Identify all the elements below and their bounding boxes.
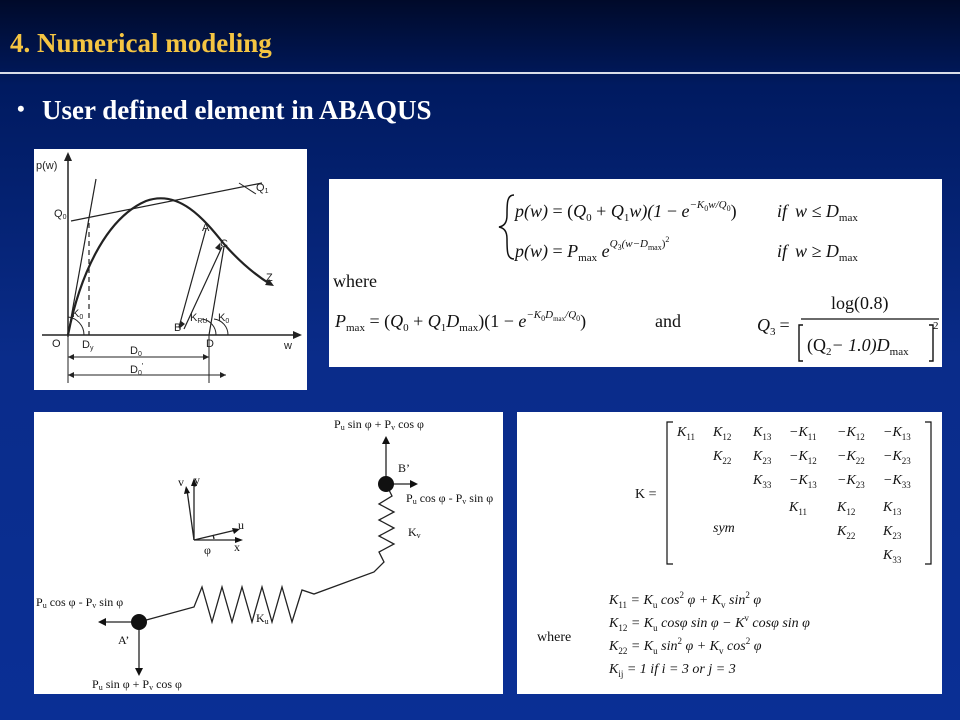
matrix-entry: $-K_{13}$ [789,473,817,490]
spring-element-figure [34,412,503,694]
equations-figure [329,179,942,367]
origin-label: O [52,338,61,350]
eq-q3-square: 2 [933,320,939,332]
point-c-label: C [220,238,228,250]
point-b-label: B [174,322,182,334]
matrix-entry: $K_{33}$ [753,473,772,490]
ku-label: Ku [256,611,269,626]
a-left-force-label: Pu cos φ - Pv sin φ [36,595,124,610]
point-a-label: A [202,222,210,234]
x-axis-label: x [234,540,240,554]
bullet-text: User defined element in ABAQUS [42,95,432,125]
stiffness-matrix-figure [517,412,942,694]
dy-label: Dy [82,339,94,352]
u-axis [194,530,236,540]
eq-row-1: p(w) = ($Q_0$ + $Q_1w)(1$ − $e^{-K}0w/Q0$) [515,199,737,224]
phi-arc [213,535,214,539]
point-z-label: Z [266,272,273,284]
u-axis-label: u [238,518,244,532]
arrow-icon [98,618,106,626]
matrix-entry: $-K_{11}$ [789,425,817,442]
cases-brace [499,195,514,259]
v-axis [187,490,194,540]
arrow-icon [135,668,143,676]
v-axis-label: v [178,475,184,489]
node-b-label: B’ [398,461,410,475]
arrow-icon [184,486,190,494]
bullet-item [17,95,432,126]
eq-row-2-condition: if $w \ge D_{max}$ [777,241,858,264]
stiffness-definition: $K_{11} = K_u$ $\cos^2 \varphi + K_v$ $\sin^2 \varphi$ [609,590,762,610]
kv-label: Kv [408,525,421,540]
stiffness-definition: $K_{ij} = 1$ if i = 3 or j = 3 [609,662,736,679]
stiffness-definition: $K_{22} = K_u$ $\sin^2 \varphi + K_v$ $\cos^2 \varphi$ [609,636,762,656]
matrix-entry: $K_{13}$ [753,425,772,442]
matrix-entry: $-K_{23}$ [837,473,865,490]
matrix-entry: $K_{12}$ [837,500,856,517]
matrix-entry: $-K_{12}$ [837,425,865,442]
stiffness-definition: $K_{12} = K_u$ cosφ $\sin \varphi - K^v$ cosφ sin φ [609,613,810,633]
eq-q3-lhs: $Q_3$ = [757,315,790,338]
dim-arrow-icon [203,354,209,360]
dim-arrow-icon [68,372,74,378]
eq-q3-denominator: $(Q_2- 1.0)D_{max}$ [807,335,909,358]
matrix-entry: $K_{22}$ [837,524,856,541]
y-axis-arrow-icon [64,152,72,161]
spring-coil [139,484,394,622]
matrix-entry: $K_{12}$ [713,425,732,442]
matrix-lhs: K = [635,487,657,502]
bullet-dot-icon: • [17,96,25,121]
kru-label: KRU [190,312,208,325]
load-curve [68,198,270,335]
stiffness-matrix-svg [517,412,942,694]
d0-label: D0 [130,345,142,358]
matrix-entry: $K_{33}$ [883,548,902,565]
matrix-entry: $K_{13}$ [883,500,902,517]
eq-q3-numerator: log(0.8) [831,293,889,313]
phi-label: φ [204,543,211,557]
x-axis-label: w [284,340,292,352]
b-top-force-label: Pu sin φ + Pv cos φ [334,417,424,432]
q1-asymptote-line [71,183,262,221]
eq-row-2: p(w) = $P_{max}$ $e^Q3(w-Dmax)^2$ [515,235,670,264]
y-axis-label: y [194,473,200,487]
matrix-entry: $K_{11}$ [789,500,808,517]
q1-label: Q1 [256,182,269,195]
q0-label: Q0 [54,208,67,221]
k0-label-2: K0 [218,312,230,325]
title-divider [0,72,960,74]
matrix-entry: $K_{23}$ [883,524,902,541]
d0p-label: D0' [130,362,144,377]
sym-label: sym [713,521,735,536]
b-right-force-label: Pu cos φ - Pv sin φ [406,491,494,506]
where-label: where [537,630,572,645]
matrix-entry: $-K_{13}$ [883,425,911,442]
matrix-entry: $K_{22}$ [713,449,732,466]
eq-pmax: $P_{max}$ = ($Q_0$ + $Q_1D_{max})(1$ − $e^{-K}0Dmax/Q0$) [335,309,587,334]
node-a-label: A’ [118,633,130,647]
slide-title: 4. Numerical modeling [10,28,272,58]
matrix-entry: $-K_{23}$ [883,449,911,466]
arrow-icon [410,480,418,488]
matrix-entry: $K_{11}$ [677,425,696,442]
matrix-entry: $-K_{12}$ [789,449,817,466]
matrix-entry: $-K_{33}$ [883,473,911,490]
matrix-right-bracket [925,422,931,564]
node-a-dot [131,614,147,630]
spring-element-svg [34,412,503,694]
pw-curve-svg [34,149,307,390]
point-d-label: D [206,338,214,350]
arrow-icon [382,436,390,444]
x-axis-arrow-icon [293,331,302,339]
a-bottom-force-label: Pu sin φ + Pv cos φ [92,677,182,692]
matrix-entry: $-K_{22}$ [837,449,865,466]
matrix-left-bracket [667,422,673,564]
dim-arrow-icon [68,354,74,360]
k0-label: K0 [72,308,84,321]
pw-curve-figure [34,149,307,390]
equations-svg [329,179,942,367]
where-label: where [333,271,377,291]
and-label: and [655,311,681,331]
matrix-entry: $K_{23}$ [753,449,772,466]
eq-row-1-condition: if $w \le D_{max}$ [777,201,858,224]
dim-arrow-icon [220,372,226,378]
y-axis-label: p(w) [36,160,58,172]
node-b-dot [378,476,394,492]
